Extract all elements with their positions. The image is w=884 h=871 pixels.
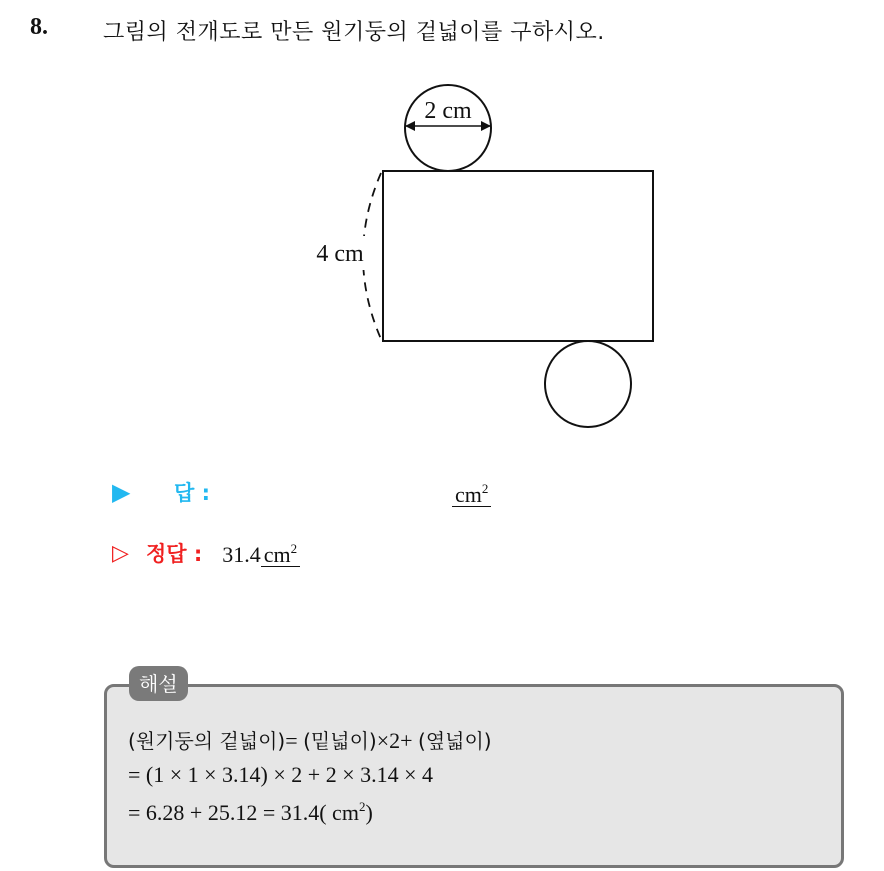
bottom-base-circle: [545, 341, 631, 427]
answer-unit: $cm^2$: [452, 478, 491, 508]
correct-answer-row: [112, 537, 300, 569]
lateral-rectangle: [383, 171, 653, 341]
solution-line-3: = 6.28 + 25.12 = 31.4( $cm^2$): [128, 799, 373, 825]
diameter-arrow-right: [481, 121, 491, 131]
correct-value: 31.4 $cm^2$: [222, 538, 300, 568]
correct-label: 정답 :: [146, 542, 203, 566]
correct-arrow-icon: ▷: [112, 540, 129, 566]
height-label: 4 cm: [316, 241, 364, 267]
solution-line-2: = (1 × 1 × 3.14) × 2 + 2 × 3.14 × 4: [128, 762, 434, 787]
diameter-arrow-left: [405, 121, 415, 131]
diameter-label: 2 cm: [424, 98, 472, 124]
answer-arrow-icon: ▶: [112, 478, 131, 506]
solution-tag: 해설: [129, 666, 188, 701]
answer-label: 답 :: [174, 481, 210, 505]
question-number: 8.: [30, 14, 48, 40]
question-text: 그림의 전개도로 만든 원기둥의 겉넓이를 구하시오.: [103, 20, 605, 45]
solution-line-1: (원기둥의 겉넓이)= (밑넓이)×2+ (옆넓이): [128, 728, 492, 753]
answer-row: [112, 476, 210, 508]
